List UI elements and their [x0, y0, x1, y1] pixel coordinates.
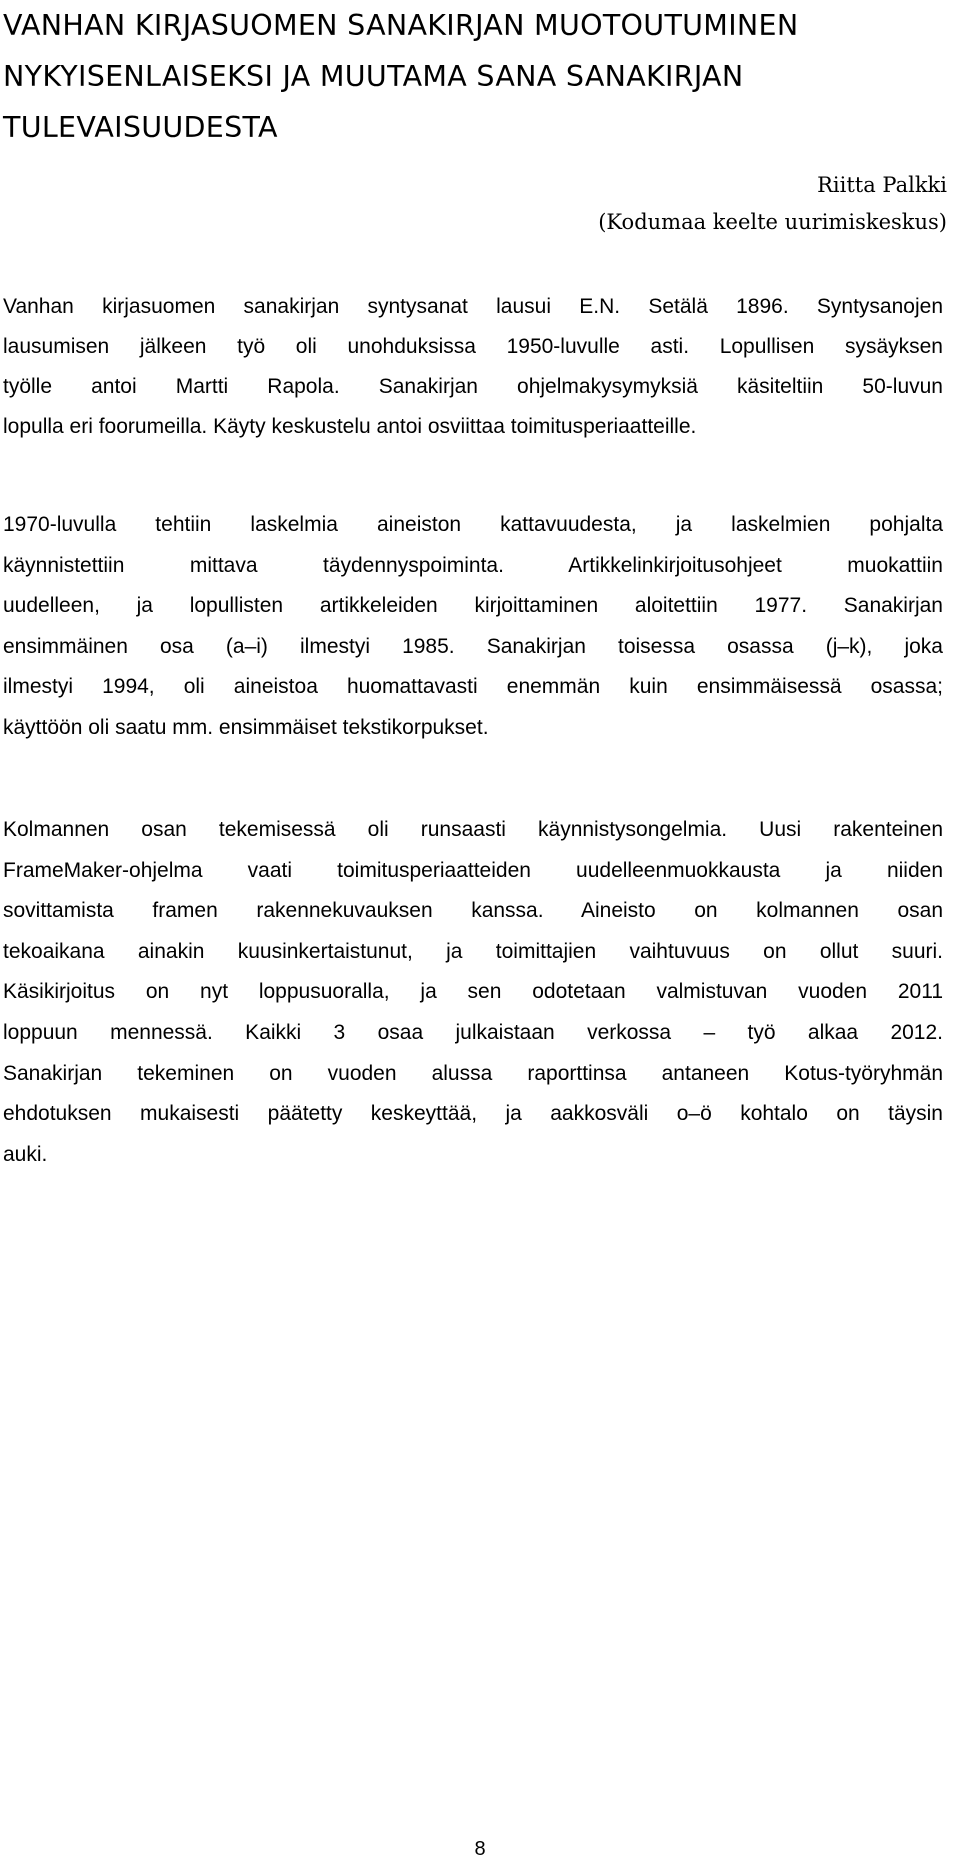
paragraph-3: [3, 810, 943, 1175]
title-line-1: VANHAN KIRJASUOMEN SANAKIRJAN MUOTOUTUMINEN: [3, 9, 799, 42]
paragraph-3-line-9: auki.: [3, 1142, 48, 1166]
paragraph-1-line-2: lausumisen jälkeen työ oli unohduksissa 1950-luvulle asti. Lopullisen sysäyksen: [3, 335, 943, 358]
paragraph-2-line-5: ilmestyi 1994, oli aineistoa huomattavasti enemmän kuin ensimmäisessä osassa;: [3, 675, 943, 698]
paragraph-2-line-2: käynnistettiin mittava täydennyspoiminta. Artikkelinkirjoitusohjeet muokattiin: [3, 553, 943, 577]
author-name: Riitta Palkki: [817, 173, 947, 197]
author-block: [598, 167, 947, 241]
paragraph-3-line-3: sovittamista framen rakennekuvauksen kanssa. Aineisto on kolmannen osan: [3, 899, 943, 923]
author-affiliation: (Kodumaa keelte uurimiskeskus): [598, 210, 947, 234]
paragraph-3-line-5: Käsikirjoitus on nyt loppusuoralla, ja sen odotetaan valmistuvan vuoden 2011: [3, 980, 943, 1004]
paragraph-1-line-1: Vanhan kirjasuomen sanakirjan syntysanat lausui E.N. Setälä 1896. Syntysanojen: [3, 295, 943, 318]
paragraph-1: [3, 287, 943, 447]
page-number: 8: [474, 1838, 486, 1860]
paragraph-3-line-7: Sanakirjan tekeminen on vuoden alussa raporttinsa antaneen Kotus-työryhmän: [3, 1061, 943, 1085]
paragraph-3-line-6: loppuun mennessä. Kaikki 3 osaa julkaistaan verkossa – työ alkaa 2012.: [3, 1020, 943, 1044]
title-line-3: TULEVAISUUDESTA: [3, 111, 278, 144]
paragraph-3-line-1: Kolmannen osan tekemisessä oli runsaasti käynnistysongelmia. Uusi rakenteinen: [3, 818, 943, 841]
document-title: [3, 0, 943, 153]
paragraph-1-line-4: lopulla eri foorumeilla. Käyty keskustelu antoi osviittaa toimitusperiaatteille.: [3, 415, 697, 438]
paragraph-2-line-1: 1970-luvulla tehtiin laskelmia aineiston kattavuudesta, ja laskelmien pohjalta: [3, 513, 943, 536]
paragraph-3-line-4: tekoaikana ainakin kuusinkertaistunut, ja toimittajien vaihtuvuus on ollut suuri.: [3, 939, 943, 963]
paragraph-3-line-2: FrameMaker-ohjelma vaati toimitusperiaatteiden uudelleenmuokkausta ja niiden: [3, 858, 943, 882]
paragraph-2-line-3: uudelleen, ja lopullisten artikkeleiden kirjoittaminen aloitettiin 1977. Sanakirjan: [3, 594, 943, 617]
paragraph-2: [3, 505, 943, 748]
paragraph-3-line-8: ehdotuksen mukaisesti päätetty keskeyttää, ja aakkosväli o–ö kohtalo on täysin: [3, 1102, 943, 1126]
title-line-2: NYKYISENLAISEKSI JA MUUTAMA SANA SANAKIRJAN: [3, 60, 744, 93]
paragraph-1-line-3: työlle antoi Martti Rapola. Sanakirjan ohjelmakysymyksiä käsiteltiin 50-luvun: [3, 375, 943, 398]
paragraph-2-line-6: käyttöön oli saatu mm. ensimmäiset tekstikorpukset.: [3, 715, 489, 739]
paragraph-2-line-4: ensimmäinen osa (a–i) ilmestyi 1985. Sanakirjan toisessa osassa (j–k), joka: [3, 634, 943, 658]
